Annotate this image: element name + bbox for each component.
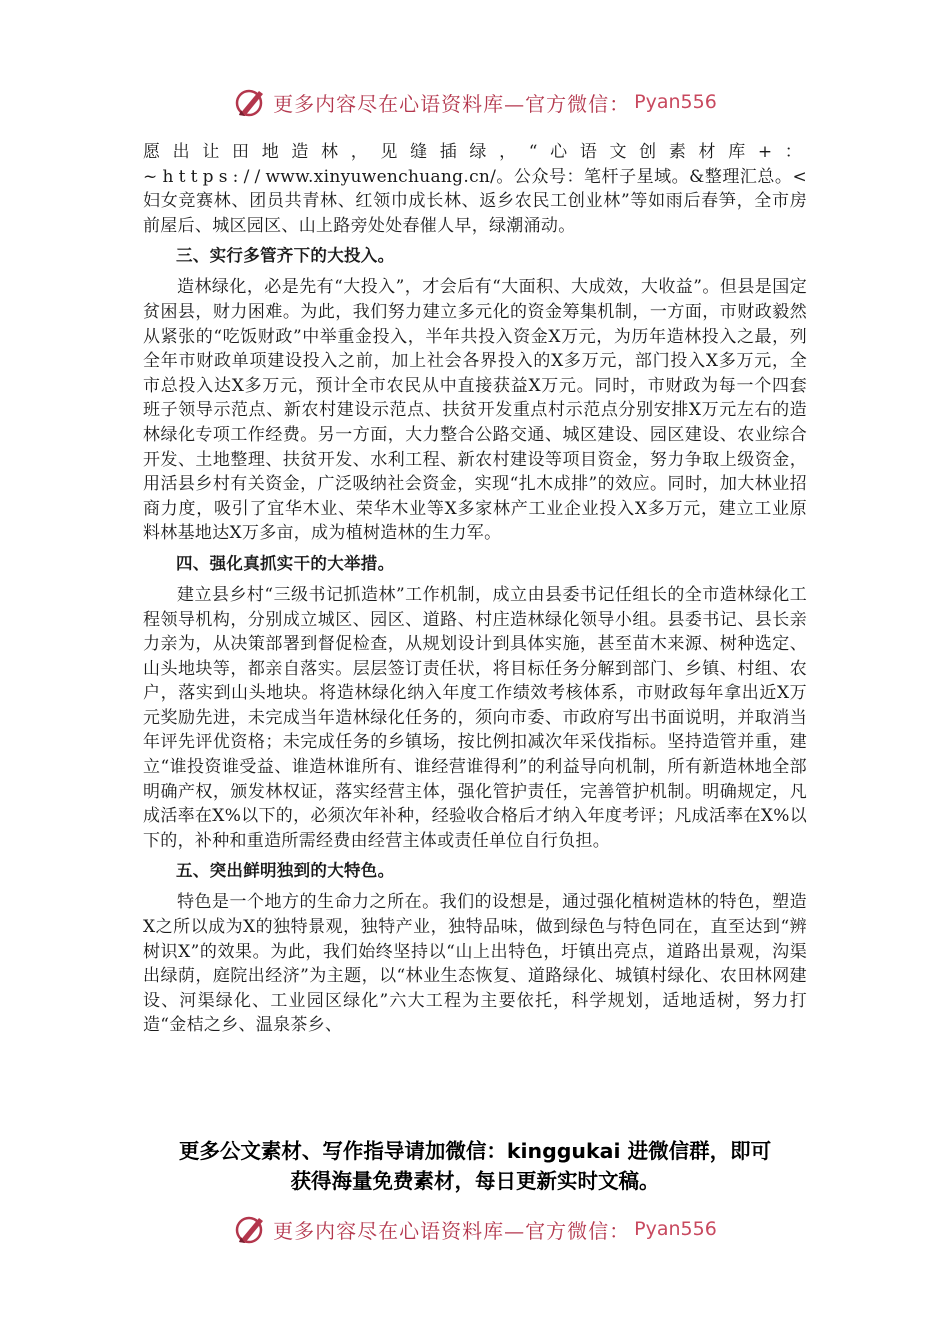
document-body bbox=[143, 140, 807, 1038]
intro-rest: www.xinyuwenchuang.cn/。公众号：笔杆子星域。&整理汇总。<妇女竞赛林、团员共青林、红领巾成长林、返乡农民工创业林”等如雨后春笋，全市房前屋后、城区园区、山上路旁处处春催人早，绿潮涌动。 bbox=[143, 166, 807, 236]
banner-text: 更多内容尽在心语资料库—官方微信： bbox=[273, 91, 631, 116]
footer-banner bbox=[0, 1209, 950, 1249]
section-paragraph: 建立县乡村“三级书记抓造林”工作机制，成立由县委书记任组长的全市造林绿化工程领导机构，分别成立城区、园区、道路、村庄造林绿化领导小组。县委书记、县长亲力亲为，从决策部署到督促检查，从规划设计到具体实施，甚至苗木来源、树种选定、山头地块等，都亲自落实。层层签订责任状，将目标任务分解到部门、乡镇、村组、农户，落实到山头地块。将造林绿化纳入年度工作绩效考核体系，市财政每年拿出近X万元奖励先进，未完成当年造林绿化任务的，须向市委、市政府写出书面说明，并取消当年评先评优资格；未完成任务的乡镇场，按比例扣减次年采伐指标。坚持造管并重，建立“谁投资谁受益、谁造林谁所有、谁经营谁得利”的利益导向机制，所有新造林地全部明确产权，颁发林权证，落实经营主体，强化管护责任，完善管护机制。明确规定，凡成活率在X%以下的，必须次年补种，经验收合格后才纳入年度考评；凡成活率在X%以下的，补种和重造所需经费由经营主体或责任单位自行负担。 bbox=[143, 584, 807, 851]
intro-paragraph bbox=[143, 140, 807, 238]
banner-text: 更多内容尽在心语资料库—官方微信： bbox=[273, 1218, 631, 1243]
header-banner bbox=[0, 82, 950, 122]
section-heading: 三、实行多管齐下的大投入。 bbox=[176, 246, 395, 266]
section-heading: 四、强化真抓实干的大举措。 bbox=[176, 553, 395, 573]
section-paragraph: 造林绿化，必是先有“大投入”，才会后有“大面积、大成效，大收益”。但县是国定贫困县，财力困难。为此，我们努力建立多元化的资金筹集机制，一方面，市财政毅然从紧张的“吃饭财政”中举重金投入，半年共投入资金X万元，为历年造林投入之最，列全年市财政单项建设投入之前，加上社会各界投入的X多万元，部门投入X多万元，全市总投入达X多万元，预计全市农民从中直接获益X万元。同时，市财政为每一个四套班子领导示范点、新农村建设示范点、扶贫开发重点村示范点分别安排X万元左右的造林绿化专项工作经费。另一方面，大力整合公路交通、城区建设、园区建设、农业综合开发、土地整理、扶贫开发、水利工程、新农村建设等项目资金，努力争取上级资金，用活县乡村有关资金，广泛吸纳社会资金，实现“扎木成排”的效应。同时，加大林业招商力度，吸引了宜华木业、荣华木业等X多家林产工业企业投入X多万元，建立工业原料林基地达X万多亩，成为植树造林的生力军。 bbox=[143, 277, 807, 544]
banner-wechat-id: Pyan556 bbox=[634, 91, 717, 113]
pen-logo-icon bbox=[233, 85, 267, 119]
promo-block bbox=[120, 1136, 830, 1196]
intro-first-line: 愿出让田地造林，见缝插绿，“心语文创素材库+：~https:// bbox=[143, 142, 807, 187]
section-heading: 五、突出鲜明独到的大特色。 bbox=[176, 861, 395, 881]
pen-logo-icon bbox=[233, 1212, 267, 1246]
banner-wechat-id: Pyan556 bbox=[634, 1218, 717, 1240]
section-paragraph: 特色是一个地方的生命力之所在。我们的设想是，通过强化植树造林的特色，塑造X之所以成为X的独特景观，独特产业，独特品味，做到绿色与特色同在，直至达到“辨树识X”的效果。为此，我们始终坚持以“山上出特色，圩镇出亮点，道路出景观，沟渠出绿荫，庭院出经济”为主题，以“林业生态恢复、道路绿化、城镇村绿化、农田林网建设、河渠绿化、工业园区绿化”六大工程为主要依托，科学规划，适地适树，努力打造“金桔之乡、温泉茶乡、 bbox=[143, 892, 807, 1036]
promo-line-1: 更多公文素材、写作指导请加微信：kinggukai 进微信群，即可 bbox=[178, 1139, 772, 1163]
promo-line-2: 获得海量免费素材，每日更新实时文稿。 bbox=[290, 1169, 660, 1193]
